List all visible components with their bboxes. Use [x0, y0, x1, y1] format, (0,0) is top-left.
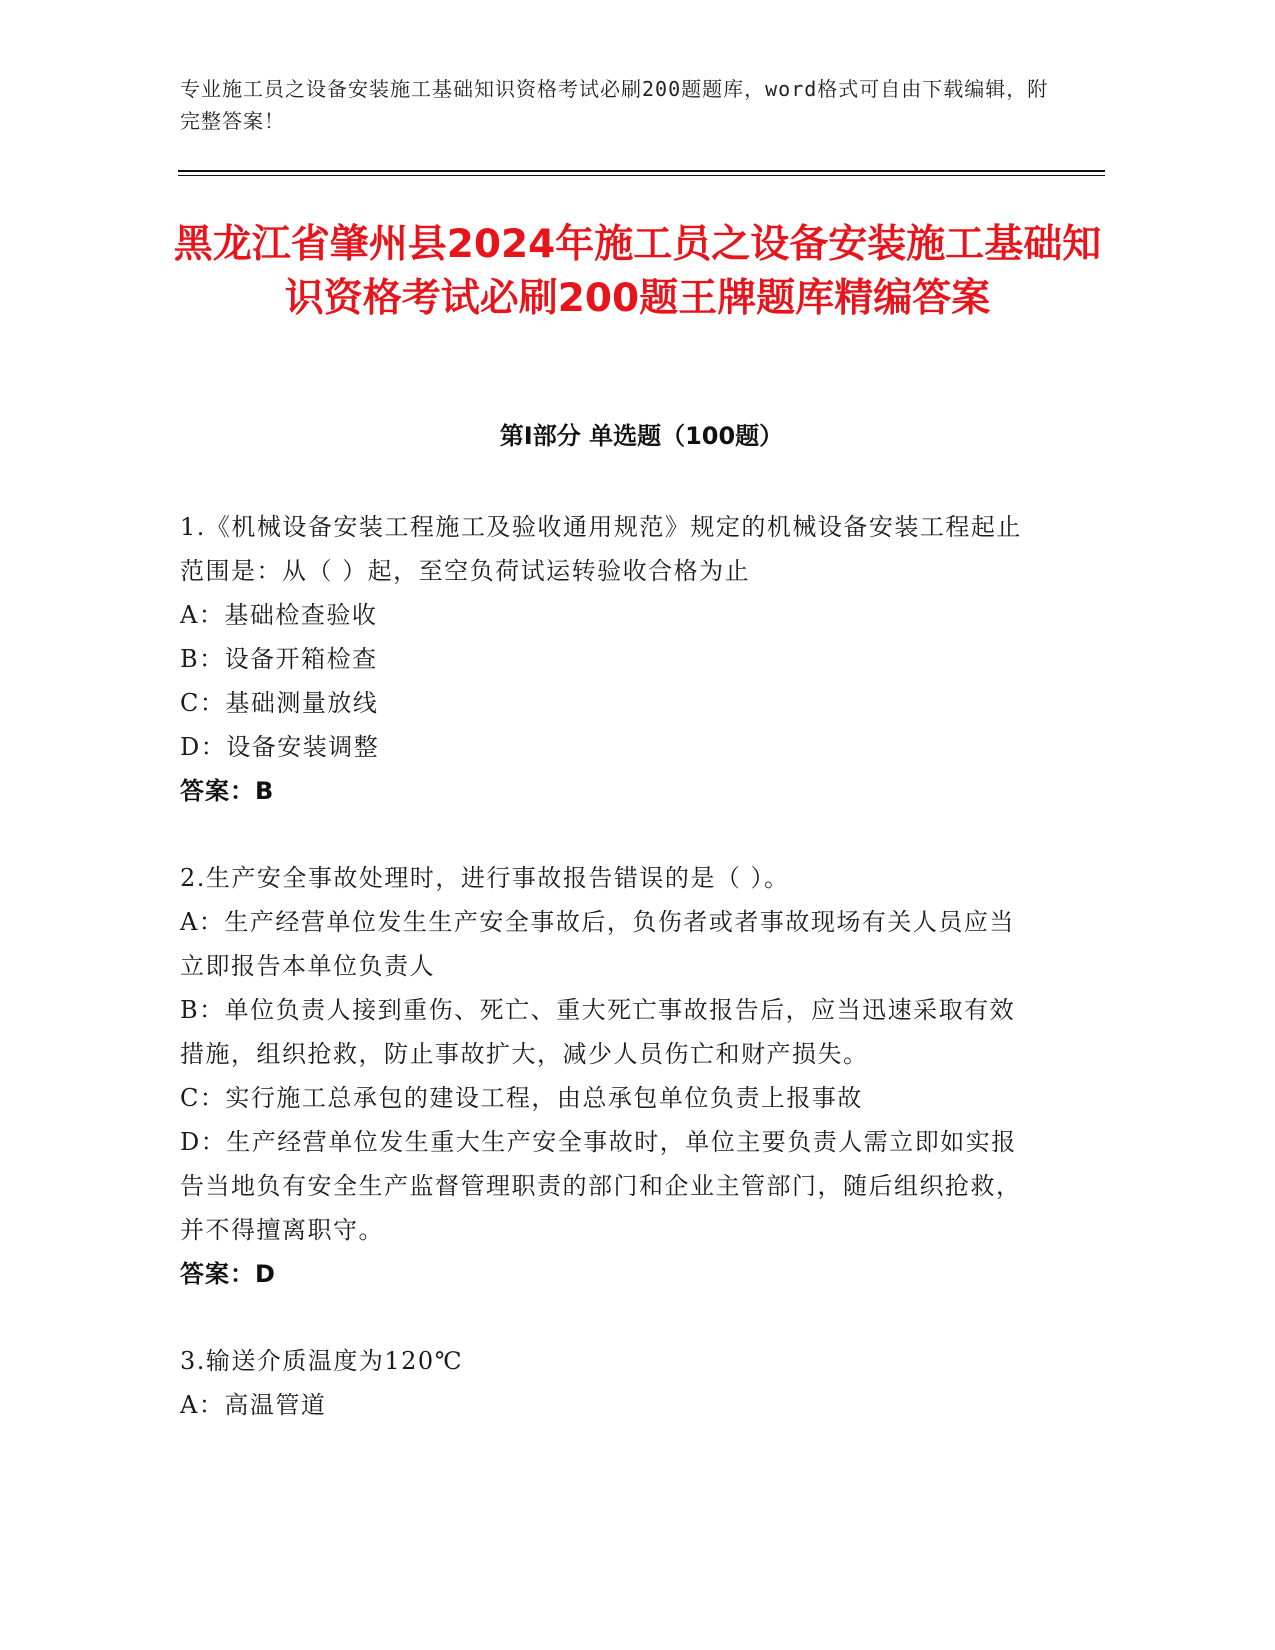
question-2 — [180, 856, 1030, 1296]
question-stem: 3.输送介质温度为120℃ — [180, 1347, 464, 1375]
answer: 答案：B — [180, 777, 275, 805]
question-3 — [180, 1339, 1030, 1427]
question-stem: 1.《机械设备安装工程施工及验收通用规范》规定的机械设备安装工程起止范围是：从（ ）起，至空负荷试运转验收合格为止 — [180, 513, 1022, 585]
option-c: C：实行施工总承包的建设工程，由总承包单位负责上报事故 — [180, 1084, 863, 1112]
option-b: B：设备开箱检查 — [180, 645, 378, 673]
option-a: A：基础检查验收 — [180, 601, 378, 629]
header-note: 专业施工员之设备安装施工基础知识资格考试必刷200题题库，word格式可自由下载编辑，附完整答案！ — [180, 77, 1049, 133]
option-b: B：单位负责人接到重伤、死亡、重大死亡事故报告后，应当迅速采取有效措施，组织抢救，防止事故扩大，减少人员伤亡和财产损失。 — [180, 996, 1016, 1068]
question-stem: 2.生产安全事故处理时，进行事故报告错误的是（ ）。 — [180, 864, 790, 892]
option-a: A：生产经营单位发生生产安全事故后，负伤者或者事故现场有关人员应当立即报告本单位负责人 — [180, 908, 1015, 980]
option-d: D：设备安装调整 — [180, 733, 380, 761]
option-a: A：高温管道 — [180, 1391, 327, 1419]
answer: 答案：D — [180, 1260, 276, 1288]
question-list — [180, 505, 1030, 1470]
question-1 — [180, 505, 1030, 813]
document-title: 黑龙江省肇州县2024年施工员之设备安装施工基础知识资格考试必刷200题王牌题库精编答案 — [173, 222, 1102, 321]
header-divider-thin — [178, 175, 1105, 176]
section-title: 第Ⅰ部分 单选题（100题） — [499, 422, 784, 450]
option-c: C：基础测量放线 — [180, 689, 379, 717]
option-d: D：生产经营单位发生重大生产安全事故时，单位主要负责人需立即如实报告当地负有安全生产监督管理职责的部门和企业主管部门，随后组织抢救，并不得擅离职守。 — [180, 1128, 1022, 1244]
header-divider-thick — [178, 170, 1105, 172]
